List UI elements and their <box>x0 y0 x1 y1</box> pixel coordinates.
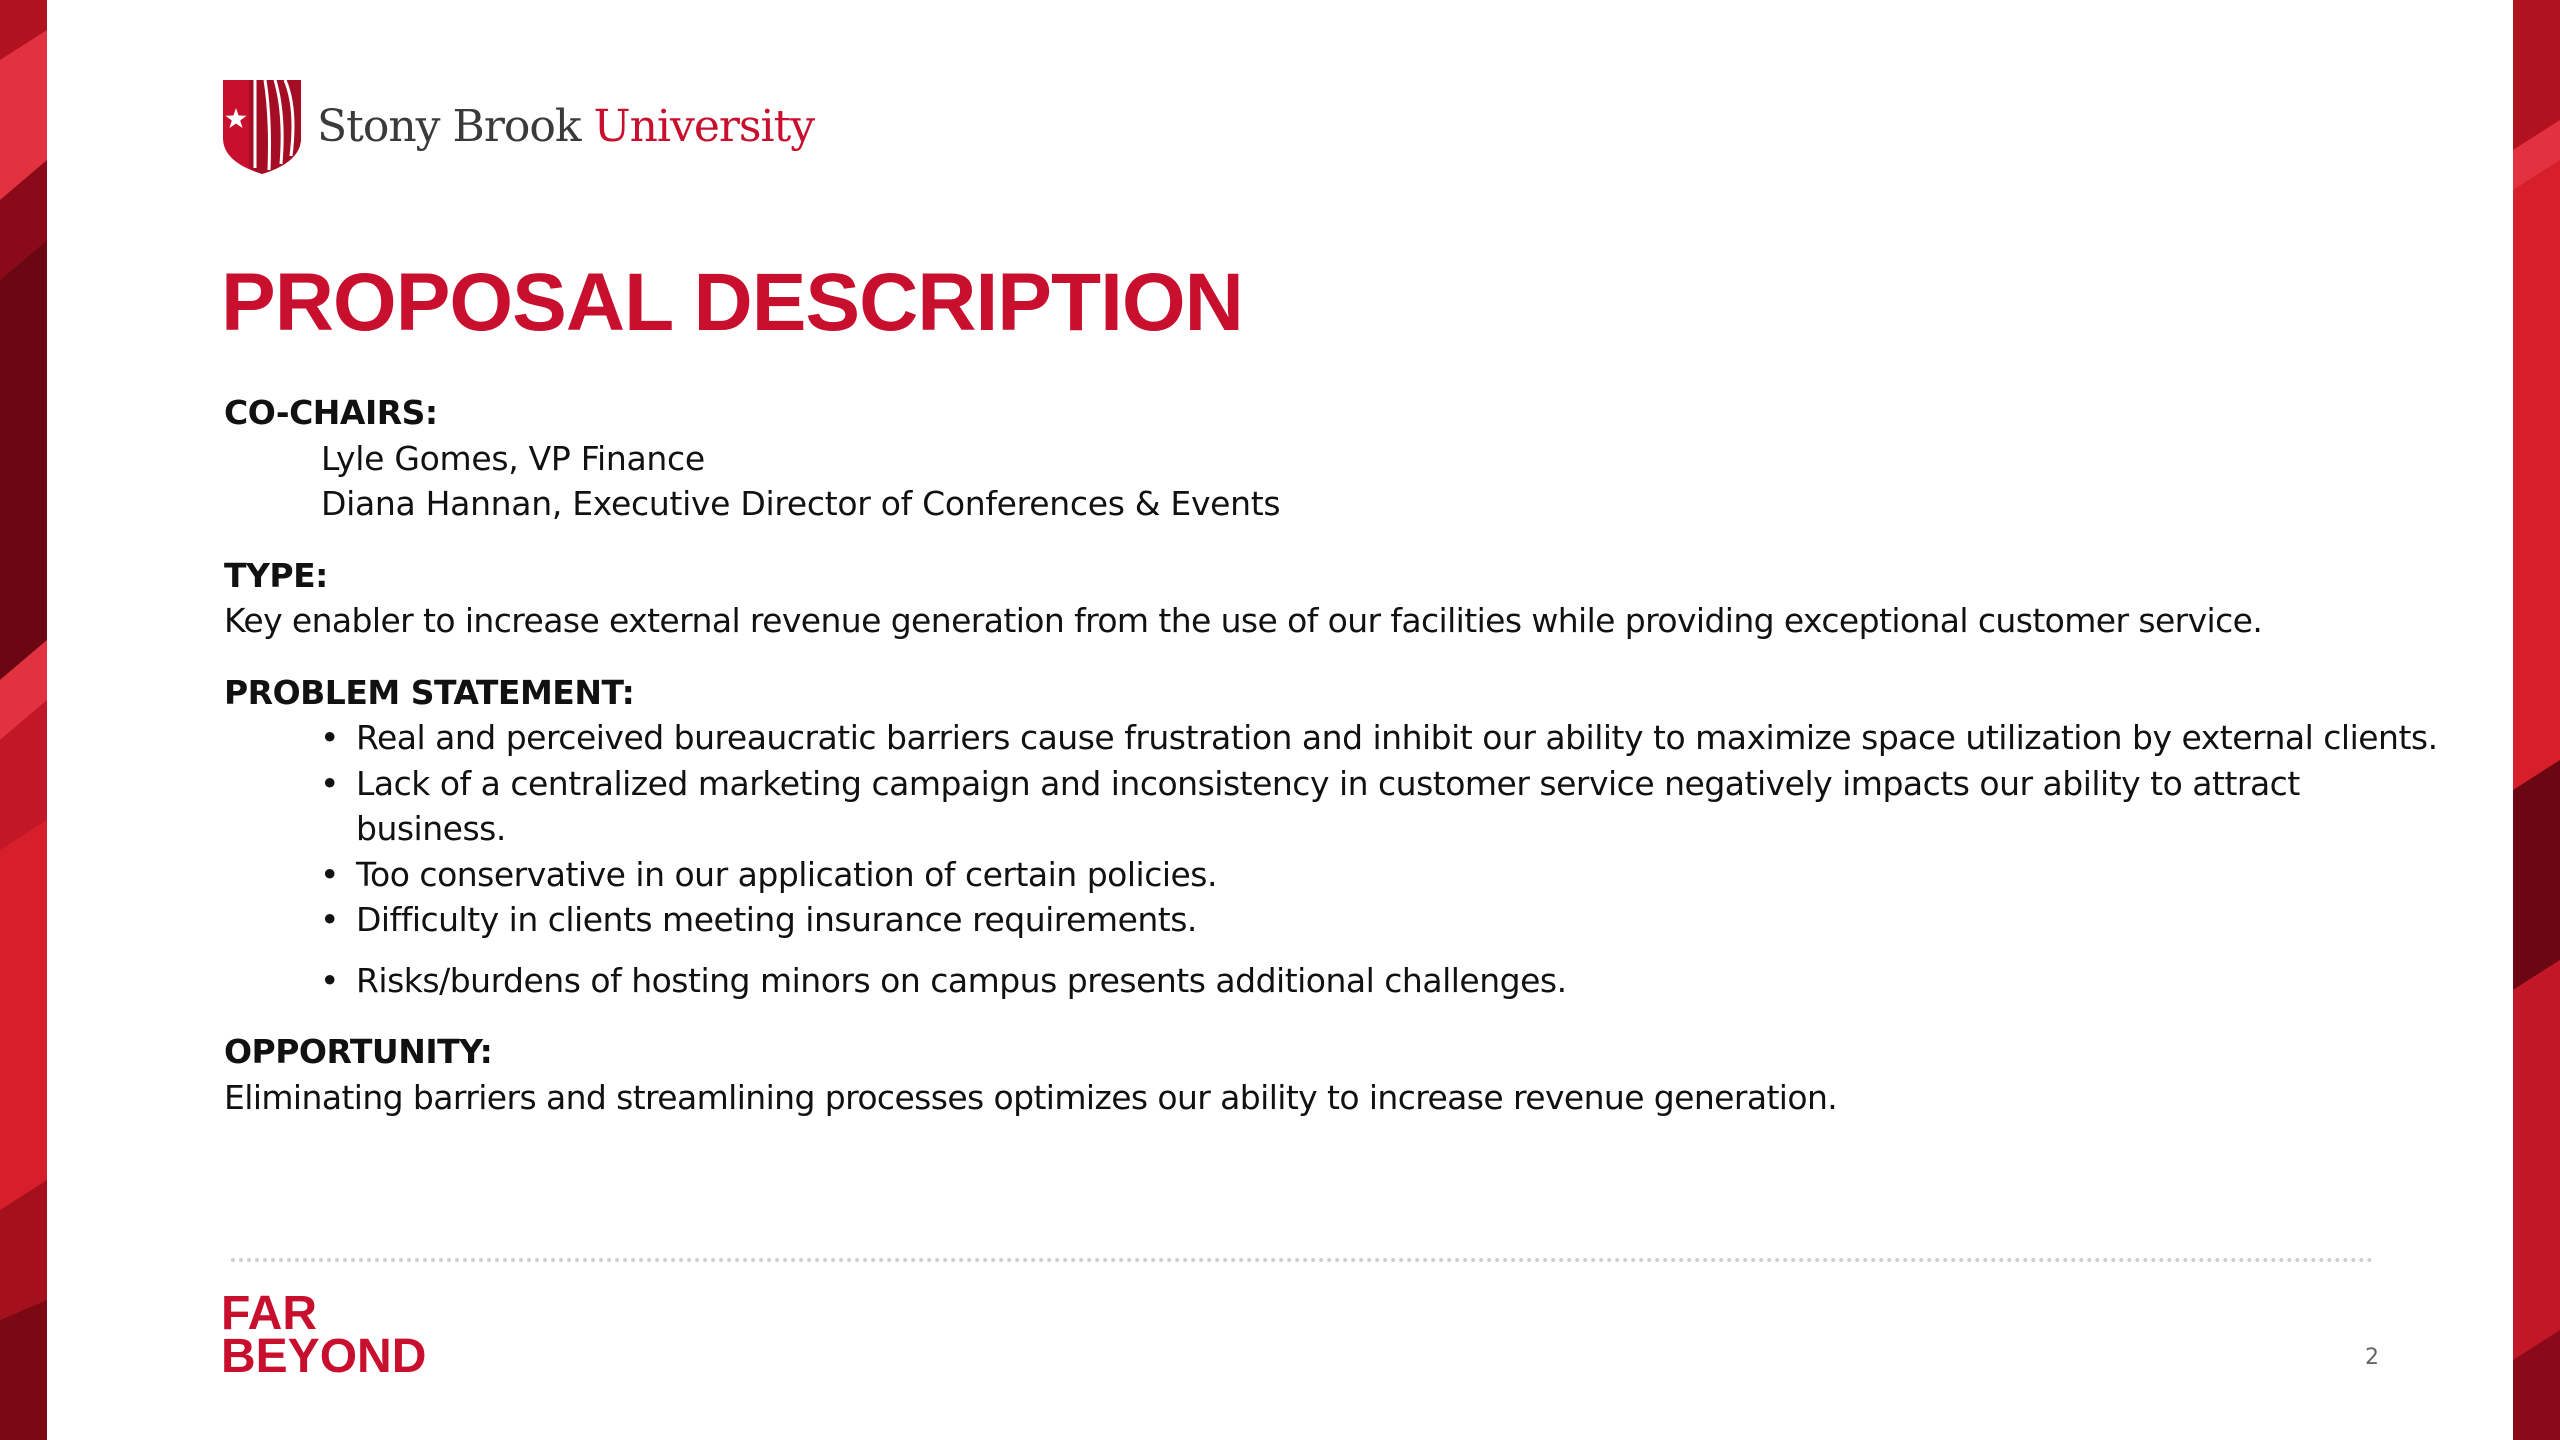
problem-statement-heading: PROBLEM STATEMENT: <box>224 672 635 712</box>
type-heading: TYPE: <box>224 555 328 595</box>
problem-item-text: Difficulty in clients meeting insurance requirements. <box>356 900 1197 939</box>
problem-item-text: Lack of a centralized marketing campaign and inconsistency in customer service negatively impacts our ability to attract business. <box>356 763 2300 848</box>
far-beyond-logo <box>221 1287 427 1383</box>
bullet-icon: • <box>320 763 339 803</box>
problem-item <box>224 761 2444 852</box>
left-band-graphic <box>0 0 47 1440</box>
university-name <box>317 101 815 152</box>
problem-item <box>224 852 2444 898</box>
type-text: Key enabler to increase external revenue generation from the use of our facilities while providing exceptional customer service. <box>224 601 2263 640</box>
co-chairs-section <box>224 390 2444 527</box>
left-decorative-band <box>0 0 47 1440</box>
opportunity-section <box>224 1029 2444 1120</box>
university-logo <box>221 78 814 176</box>
far-beyond-line1: FAR <box>221 1287 317 1340</box>
problem-item-text: Real and perceived bureaucratic barriers cause frustration and inhibit our ability to maximize space utilization by external clients. <box>356 718 2438 757</box>
problem-item <box>224 715 2444 761</box>
problem-list <box>224 715 2444 1003</box>
problem-item <box>224 958 2444 1004</box>
problem-item-text: Risks/burdens of hosting minors on campus presents additional challenges. <box>356 960 1567 1000</box>
page-number: 2 <box>2365 1345 2379 1370</box>
slide-title: PROPOSAL DESCRIPTION <box>221 257 1243 348</box>
bullet-icon: • <box>320 900 339 939</box>
type-section <box>224 553 2444 644</box>
slide-body <box>224 390 2444 1120</box>
bullet-icon: • <box>320 960 339 1000</box>
far-beyond-line2: BEYOND <box>221 1330 427 1383</box>
co-chair-1: Lyle Gomes, VP Finance <box>321 438 705 478</box>
bullet-icon: • <box>320 854 339 894</box>
co-chair-2: Diana Hannan, Executive Director of Conferences & Events <box>321 484 1281 523</box>
university-name-part1: Stony Brook <box>317 101 594 152</box>
star-shield-icon <box>221 78 303 176</box>
right-band-graphic <box>2513 0 2560 1440</box>
problem-statement-section <box>224 670 2444 1004</box>
opportunity-heading: OPPORTUNITY: <box>224 1032 493 1071</box>
problem-item <box>224 897 2444 943</box>
right-decorative-band <box>2513 0 2560 1440</box>
problem-item-text: Too conservative in our application of certain policies. <box>356 854 1217 894</box>
dotted-separator <box>231 1258 2374 1262</box>
co-chairs-heading: CO-CHAIRS: <box>224 393 438 432</box>
university-name-part2: University <box>593 101 815 152</box>
opportunity-text: Eliminating barriers and streamlining processes optimizes our ability to increase revenue generation. <box>224 1077 1838 1117</box>
slide <box>47 0 2513 1440</box>
bullet-icon: • <box>320 718 339 757</box>
